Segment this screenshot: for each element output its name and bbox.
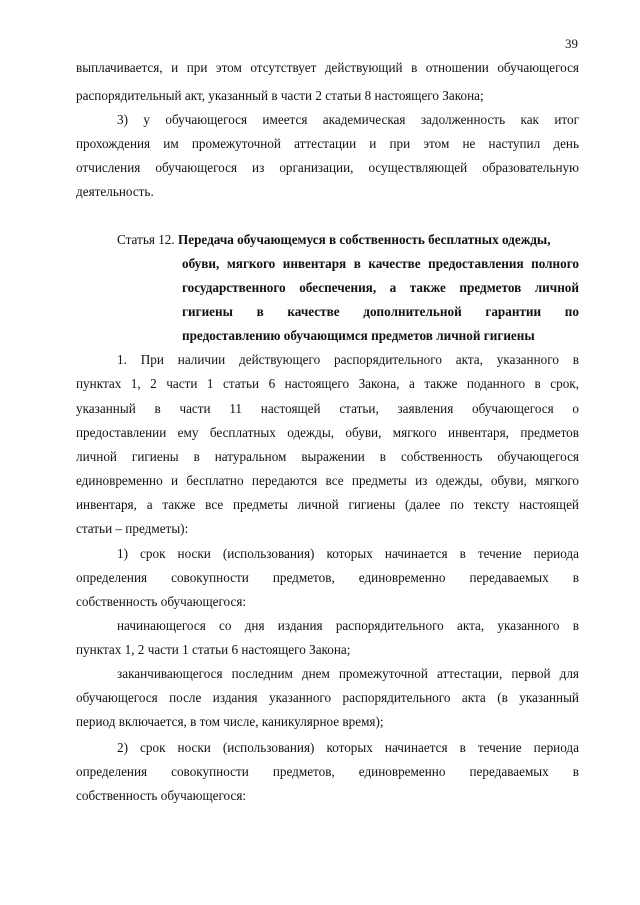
text-line: собственность обучающегося: (76, 788, 247, 803)
text-line: 1. При наличии действующего распорядительного акта, указанного в (117, 352, 579, 367)
text-line: деятельность. (76, 184, 154, 199)
text-line: 3) у обучающегося имеется академическая задолженность как итог (117, 112, 579, 127)
text-line: 2) срок носки (использования) которых начинается в течение периода (117, 740, 579, 755)
text-line: обучающегося после издания указанного распорядительного акта (в указанный (76, 690, 579, 705)
text-line: определения совокупности предметов, единовременно передаваемых в (76, 764, 579, 779)
text-line: прохождения им промежуточной аттестации и при этом не наступил день (76, 136, 579, 151)
article-title-line: предоставлению обучающимся предметов личной гигиены (182, 328, 535, 343)
text-line: определения совокупности предметов, единовременно передаваемых в (76, 570, 579, 585)
text-line: выплачивается, и при этом отсутствует действующий в отношении обучающегося (76, 60, 579, 75)
text-line: статьи – предметы): (76, 521, 189, 536)
article-title-line: гигиены в качестве дополнительной гарантии по (182, 304, 579, 319)
text-line: заканчивающегося последним днем промежуточной аттестации, первой для (117, 666, 579, 681)
article-title-line: государственного обеспечения, а также предметов личной (182, 280, 579, 295)
text-line: указанный в части 11 настоящей статьи, заявления обучающегося о (76, 401, 579, 416)
article-title-line: обуви, мягкого инвентаря в качестве предоставления полного (182, 256, 579, 271)
text-line: единовременно и бесплатно передаются все предметы из одежды, обуви, мягкого (76, 473, 579, 488)
article-label: Статья 12. (117, 232, 175, 247)
text-line: распорядительный акт, указанный в части 2 статьи 8 настоящего Закона; (76, 88, 484, 103)
text-line: отчисления обучающегося из организации, осуществляющей образовательную (76, 160, 579, 175)
article-heading-first-line (117, 232, 579, 248)
text-line: личной гигиены в натуральном выражении в собственность обучающегося (76, 449, 579, 464)
text-line: период включается, в том числе, каникулярное время); (76, 714, 384, 729)
text-line: собственность обучающегося: (76, 594, 247, 609)
page-number: 39 (565, 36, 578, 51)
text-line: 1) срок носки (использования) которых начинается в течение периода (117, 546, 579, 561)
text-line: инвентаря, а также все предметы личной гигиены (далее по тексту настоящей (76, 497, 579, 512)
text-line: пунктах 1, 2 части 1 статьи 6 настоящего Закона, а также поданного в срок, (76, 376, 579, 391)
text-line: пунктах 1, 2 части 1 статьи 6 настоящего Закона; (76, 642, 351, 657)
article-title-line: Передача обучающемуся в собственность бесплатных одежды, (177, 232, 551, 247)
text-line: предоставлении ему бесплатных одежды, обуви, мягкого инвентаря, предметов (76, 425, 579, 440)
text-line: начинающегося со дня издания распорядительного акта, указанного в (117, 618, 579, 633)
